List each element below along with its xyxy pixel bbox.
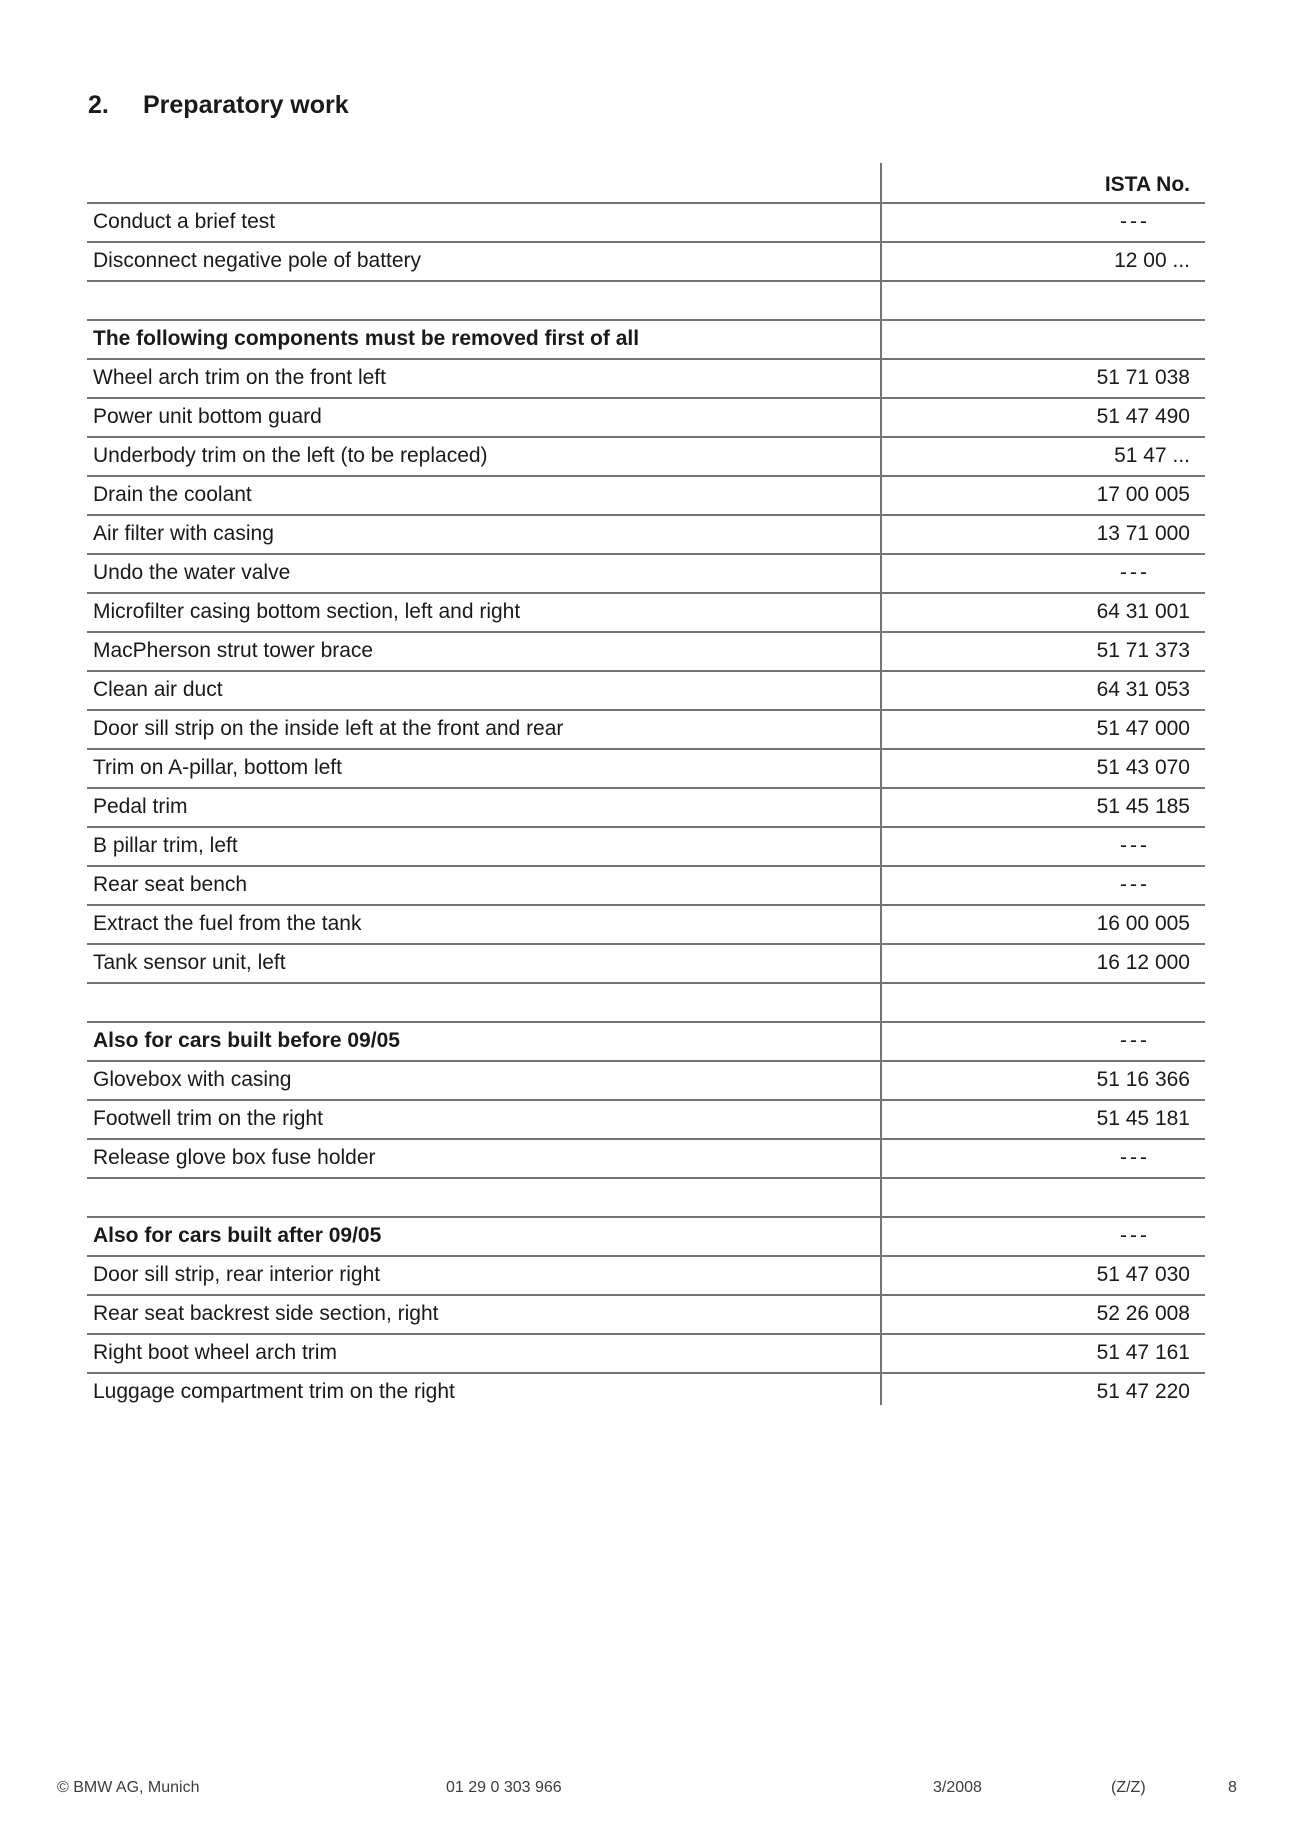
table-row bbox=[87, 1255, 1205, 1294]
task-cell bbox=[87, 984, 880, 1021]
ista-number-cell: --- bbox=[1120, 1029, 1150, 1052]
task-cell: Tank sensor unit, left bbox=[93, 951, 286, 974]
ista-number-cell: 51 47 000 bbox=[1096, 717, 1190, 740]
task-cell: Door sill strip on the inside left at the front and rear bbox=[93, 717, 564, 740]
table-row bbox=[87, 1060, 1205, 1099]
table-spacer-row bbox=[87, 280, 1205, 319]
ista-number-cell: 51 47 490 bbox=[1096, 405, 1190, 428]
table-header-row bbox=[87, 140, 1205, 202]
section-title: Preparatory work bbox=[143, 91, 349, 119]
task-cell: Rear seat backrest side section, right bbox=[93, 1302, 439, 1325]
task-cell: Luggage compartment trim on the right bbox=[93, 1380, 455, 1403]
table-row bbox=[87, 826, 1205, 865]
task-cell: Extract the fuel from the tank bbox=[93, 912, 362, 935]
ista-number-cell: --- bbox=[1120, 210, 1150, 233]
ista-number-cell: 51 71 373 bbox=[1096, 639, 1190, 662]
task-cell: Door sill strip, rear interior right bbox=[93, 1263, 381, 1286]
column-divider-line bbox=[880, 163, 882, 1405]
ista-number-cell: 51 16 366 bbox=[1096, 1068, 1190, 1091]
ista-number-cell: --- bbox=[1120, 1224, 1150, 1247]
ista-number-cell: 13 71 000 bbox=[1096, 522, 1190, 545]
table-row bbox=[87, 1372, 1205, 1411]
task-cell: Underbody trim on the left (to be replaced) bbox=[93, 444, 488, 467]
table-body bbox=[87, 202, 1205, 1411]
ista-number-cell bbox=[880, 984, 1205, 1021]
task-cell: The following components must be removed first of all bbox=[93, 327, 640, 350]
ista-no-column-header: ISTA No. bbox=[1104, 173, 1190, 196]
ista-number-cell: 51 71 038 bbox=[1096, 366, 1190, 389]
ista-number-cell: 51 47 ... bbox=[1114, 444, 1190, 467]
task-cell: Rear seat bench bbox=[93, 873, 248, 896]
page-footer bbox=[0, 1779, 1296, 1799]
task-cell: Undo the water valve bbox=[93, 561, 291, 584]
footer-revision: (Z/Z) bbox=[1111, 1779, 1146, 1796]
ista-number-cell: 64 31 001 bbox=[1096, 600, 1190, 623]
ista-number-cell: 51 47 030 bbox=[1096, 1263, 1190, 1286]
ista-number-cell: 51 43 070 bbox=[1096, 756, 1190, 779]
table-row bbox=[87, 592, 1205, 631]
table-spacer-row bbox=[87, 982, 1205, 1021]
table-row bbox=[87, 202, 1205, 241]
ista-number-cell: 16 12 000 bbox=[1096, 951, 1190, 974]
ista-number-cell bbox=[880, 1179, 1205, 1216]
task-cell: Microfilter casing bottom section, left and right bbox=[93, 600, 521, 623]
table-row bbox=[87, 865, 1205, 904]
footer-document-number: 01 29 0 303 966 bbox=[446, 1779, 562, 1796]
section-number: 2. bbox=[88, 91, 109, 119]
table-row bbox=[87, 1099, 1205, 1138]
task-cell: Wheel arch trim on the front left bbox=[93, 366, 386, 389]
task-cell: Conduct a brief test bbox=[93, 210, 276, 233]
table-row bbox=[87, 670, 1205, 709]
ista-number-cell: 52 26 008 bbox=[1096, 1302, 1190, 1325]
task-cell: B pillar trim, left bbox=[93, 834, 238, 857]
table-row bbox=[87, 436, 1205, 475]
task-cell: Disconnect negative pole of battery bbox=[93, 249, 422, 272]
task-cell: Trim on A-pillar, bottom left bbox=[93, 756, 342, 779]
ista-number-cell: 17 00 005 bbox=[1096, 483, 1190, 506]
task-cell: Footwell trim on the right bbox=[93, 1107, 323, 1130]
task-cell: Drain the coolant bbox=[93, 483, 252, 506]
footer-page-number: 8 bbox=[1228, 1779, 1237, 1796]
table-row bbox=[87, 631, 1205, 670]
table-row bbox=[87, 1294, 1205, 1333]
task-cell: Also for cars built before 09/05 bbox=[93, 1029, 400, 1052]
ista-number-cell: 51 47 220 bbox=[1096, 1380, 1190, 1403]
ista-number-cell: 51 45 181 bbox=[1096, 1107, 1190, 1130]
ista-number-cell: 64 31 053 bbox=[1096, 678, 1190, 701]
table-row bbox=[87, 553, 1205, 592]
table-row bbox=[87, 748, 1205, 787]
table-row bbox=[87, 943, 1205, 982]
table-row bbox=[87, 514, 1205, 553]
table-row bbox=[87, 904, 1205, 943]
page-title bbox=[88, 90, 349, 120]
task-cell: Air filter with casing bbox=[93, 522, 274, 545]
task-cell: Also for cars built after 09/05 bbox=[93, 1224, 382, 1247]
table-row bbox=[87, 1138, 1205, 1177]
task-cell: Clean air duct bbox=[93, 678, 223, 701]
ista-number-cell: 16 00 005 bbox=[1096, 912, 1190, 935]
ista-number-cell bbox=[880, 282, 1205, 319]
ista-number-cell: --- bbox=[1120, 561, 1150, 584]
task-cell bbox=[87, 282, 880, 319]
footer-copyright: © BMW AG, Munich bbox=[57, 1779, 200, 1796]
table-section-row bbox=[87, 319, 1205, 358]
table-row bbox=[87, 475, 1205, 514]
ista-number-cell: 12 00 ... bbox=[1114, 249, 1190, 272]
task-cell: Pedal trim bbox=[93, 795, 188, 818]
table-row bbox=[87, 787, 1205, 826]
table-row bbox=[87, 709, 1205, 748]
footer-date: 3/2008 bbox=[933, 1779, 982, 1796]
ista-number-cell: --- bbox=[1120, 873, 1150, 896]
task-cell: Release glove box fuse holder bbox=[93, 1146, 376, 1169]
ista-number-cell: 51 47 161 bbox=[1096, 1341, 1190, 1364]
task-cell: Right boot wheel arch trim bbox=[93, 1341, 337, 1364]
table-section-row bbox=[87, 1216, 1205, 1255]
task-cell bbox=[87, 1179, 880, 1216]
task-cell: MacPherson strut tower brace bbox=[93, 639, 374, 662]
ista-number-cell bbox=[880, 321, 1205, 358]
ista-number-cell: --- bbox=[1120, 834, 1150, 857]
table-row bbox=[87, 397, 1205, 436]
preparatory-work-table bbox=[87, 140, 1205, 1411]
ista-number-cell: --- bbox=[1120, 1146, 1150, 1169]
table-row bbox=[87, 241, 1205, 280]
task-cell: Glovebox with casing bbox=[93, 1068, 292, 1091]
table-section-row bbox=[87, 1021, 1205, 1060]
table-row bbox=[87, 1333, 1205, 1372]
ista-number-cell: 51 45 185 bbox=[1096, 795, 1190, 818]
table-spacer-row bbox=[87, 1177, 1205, 1216]
table-row bbox=[87, 358, 1205, 397]
task-cell: Power unit bottom guard bbox=[93, 405, 322, 428]
